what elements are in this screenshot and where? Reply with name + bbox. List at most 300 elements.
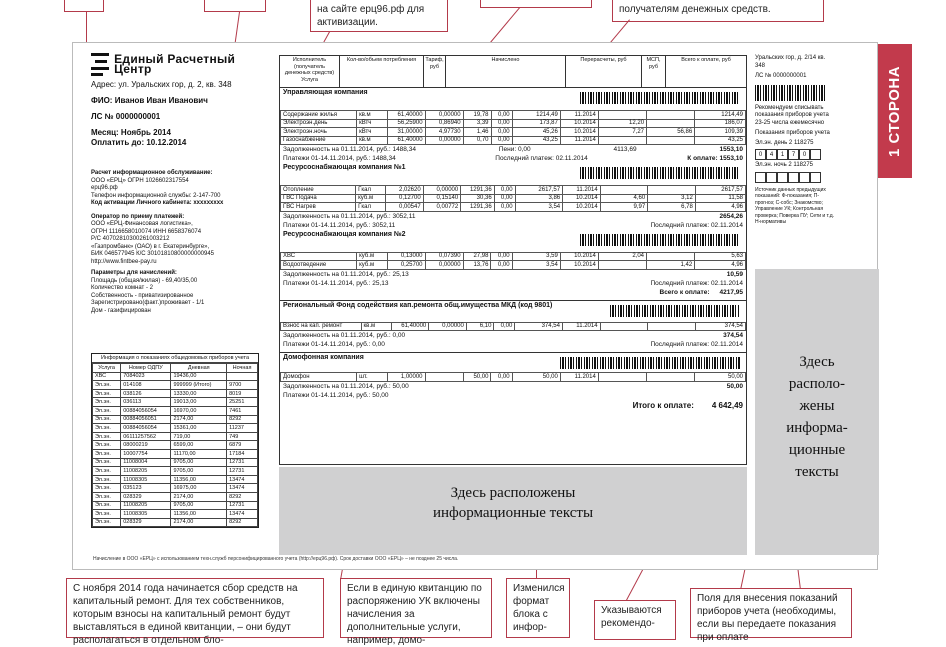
bank: «Газпромбанк» (ОАО) в г. Екатеринбурге»,	[91, 243, 210, 250]
meter-digit[interactable]	[810, 172, 821, 183]
charge-cell: кв.м	[357, 111, 387, 120]
odn-cell: Эл.эн.	[93, 458, 121, 467]
meter-digit[interactable]: 7	[788, 149, 799, 160]
charge-cell: 0,00	[494, 203, 515, 212]
charge-cell: 61,40000	[391, 322, 429, 331]
section-rows	[280, 110, 746, 145]
odn-cell: 2174,00	[171, 518, 227, 527]
charge-cell: Гкал	[356, 186, 386, 195]
odn-row	[93, 372, 258, 381]
charge-cell: 0,00	[494, 194, 515, 203]
odn-cell: 08000219	[121, 441, 171, 450]
charge-cell: 30,36	[461, 194, 494, 203]
charge-cell: 10.2014	[560, 119, 598, 128]
odn-cell: 9705,00	[171, 458, 227, 467]
barcode	[755, 85, 827, 101]
odn-cell: 7461	[227, 406, 258, 415]
odn-cell: 17184	[227, 449, 258, 458]
charge-cell: 0,00	[491, 111, 512, 120]
charge-row	[281, 194, 746, 203]
charge-cell: 4,97730	[425, 128, 463, 137]
charge-cell: Домофон	[281, 373, 357, 382]
odn-row	[93, 492, 258, 501]
odn-cell: Эл.эн.	[93, 449, 121, 458]
odn-row	[93, 449, 258, 458]
odn-cell: 999999 (Итого)	[171, 381, 227, 390]
right-column	[755, 55, 835, 226]
charge-cell: 4,96	[695, 261, 746, 270]
section-rows	[280, 322, 746, 332]
callout-top-left-1	[64, 0, 104, 12]
odn-cell: 719,00	[171, 432, 227, 441]
meter-digit[interactable]: 1	[777, 149, 788, 160]
ownership: Собственность - приватизированное	[91, 292, 194, 299]
charge-cell: 0,00	[494, 186, 515, 195]
callout-top-mid	[480, 0, 592, 8]
charge-row	[281, 203, 746, 212]
charge-cell: 3,54	[515, 203, 563, 212]
charge-cell: 109,39	[695, 128, 746, 137]
meter-night-digits[interactable]	[755, 172, 835, 183]
odn-row	[93, 398, 258, 407]
charge-cell: 11.2014	[563, 186, 601, 195]
odn-row	[93, 424, 258, 433]
section-title: Управляющая компания	[283, 89, 368, 96]
meter-night-label: Эл.эн. ночь 2 118275	[755, 162, 814, 168]
charge-cell	[647, 119, 695, 128]
charge-cell: 0,00	[491, 252, 512, 261]
charge-cell: 56,86	[647, 128, 695, 137]
odn-cell: 11008305	[121, 475, 171, 484]
meter-digit[interactable]	[755, 172, 766, 183]
meter-day-digits[interactable]	[755, 149, 835, 160]
charge-cell: 43,25	[512, 136, 560, 145]
address: Адрес: ул. Уральских гор, д. 2, кв. 348	[91, 80, 232, 89]
charge-cell	[648, 186, 696, 195]
charge-cell: 61,40000	[387, 111, 425, 120]
odn-cell: 25251	[227, 398, 258, 407]
odn-row	[93, 389, 258, 398]
charge-cell: 0,00	[491, 136, 512, 145]
charge-row	[281, 373, 746, 382]
charge-cell: 11.2014	[560, 373, 598, 382]
odn-cell: 8292	[227, 415, 258, 424]
sources-note: Источник данных предыдущих показаний: Ф-показания; П-прогноз; С-собс; Знакомство; Управление УК; Контрольная проверка; Поверка ПУ; Сети и т.д. Н-нормативы	[755, 186, 835, 225]
charge-cell: 11.2014	[560, 136, 598, 145]
odn-cell: 11008205	[121, 501, 171, 510]
charge-cell: кВтч	[357, 128, 387, 137]
section-sum: 4113,69	[613, 146, 637, 153]
debt: Задолженность на 01.11.2014, руб.: 1488,34	[283, 146, 416, 153]
last-payment: Последний платеж: 02.11.2014	[650, 279, 743, 287]
odn-cell: 11356,00	[171, 510, 227, 519]
charge-cell: 2617,57	[515, 186, 563, 195]
section-title: Ресурсоснабжающая компания №2	[283, 230, 406, 238]
charge-cell: кВтч	[357, 119, 387, 128]
odn-cell: 2174,00	[171, 492, 227, 501]
charge-cell: 45,26	[512, 128, 560, 137]
odn-col: Номер ОДПУ	[121, 364, 171, 373]
odn-cell	[227, 372, 258, 381]
charge-cell	[425, 373, 463, 382]
side-tab: 1 СТОРОНА	[878, 44, 912, 178]
odn-cell: Эл.эн.	[93, 389, 121, 398]
odn-cell: 16970,00	[171, 406, 227, 415]
charge-cell: шт.	[357, 373, 387, 382]
right-address: Уральских гор, д. 2/14 кв. 348	[755, 55, 826, 69]
charge-cell: 1291,36	[461, 203, 494, 212]
charge-cell: 11.2014	[562, 322, 600, 331]
charge-cell: 0,07390	[425, 252, 463, 261]
charge-cell: 4,96	[695, 203, 745, 212]
charge-cell: 173,87	[512, 119, 560, 128]
charge-row	[281, 136, 746, 145]
charge-cell: 11,58	[695, 194, 745, 203]
operator-title: Оператор по приему платежей:	[91, 213, 185, 220]
due: К оплате: 1553,10	[687, 155, 743, 162]
charge-cell: 0,00000	[425, 261, 463, 270]
meter-digit[interactable]	[777, 172, 788, 183]
itogo-total: 4 642,49	[711, 400, 743, 410]
callout-activation: на сайте ерц96.рф для активизации.	[310, 0, 448, 32]
odn-cell: 12731	[227, 458, 258, 467]
odn-cell: 7084023	[121, 372, 171, 381]
charge-cell: 0,00	[491, 119, 512, 128]
fio: ФИО: Иванов Иван Иванович	[91, 96, 208, 105]
odn-cell: 00884056054	[121, 406, 171, 415]
web-link[interactable]: http://www.fintbee-pay.ru	[91, 258, 157, 265]
odn-meters-table	[91, 353, 259, 528]
meter-digit[interactable]: 0	[755, 149, 766, 160]
callout-format-changed: Изменился формат блока с инфор-	[506, 578, 570, 638]
charge-cell: 1,46	[463, 128, 491, 137]
odn-row	[93, 518, 258, 527]
charge-cell: 0,70	[463, 136, 491, 145]
odn-cell: 11008004	[121, 458, 171, 467]
charge-cell: 50,00	[463, 373, 491, 382]
odn-cell: 6599,00	[171, 441, 227, 450]
info-service-title: Расчет информационное обслуживание:	[91, 170, 213, 176]
section-total: 374,54	[723, 332, 743, 339]
odn-cell: 19436,00	[171, 372, 227, 381]
charge-cell: куб.м	[356, 194, 386, 203]
callout-meter-fields: Поля для внесения показаний приборов учета (необходимы, если вы передаете показания при оплате	[690, 588, 852, 638]
charge-cell: 12,20	[598, 119, 646, 128]
charge-cell: 4,60	[600, 194, 648, 203]
charge-cell: Гкал	[356, 203, 386, 212]
charge-cell	[598, 261, 646, 270]
charge-cell: 1291,36	[461, 186, 494, 195]
charge-cell: 0,00000	[425, 136, 463, 145]
odn-row	[93, 415, 258, 424]
section-total: 50,00	[726, 382, 743, 390]
odn-cell: Эл.эн.	[93, 501, 121, 510]
right-account: ЛС № 0000000001	[755, 73, 807, 79]
odn-cell: 11008305	[121, 510, 171, 519]
meter-digit[interactable]: 4	[766, 149, 777, 160]
odn-cell: 8019	[227, 389, 258, 398]
odn-cell: 11356,00	[171, 475, 227, 484]
odn-cell: 6879	[227, 441, 258, 450]
recommend: Рекомендуем списывать показания приборов учета 23-25 числа ежемесячно	[755, 104, 829, 126]
debt: Задолженность на 01.11.2014, руб.: 3052,11	[283, 212, 416, 220]
charge-cell: 27,98	[463, 252, 491, 261]
logo-title: Единый Расчетный Центр	[114, 52, 236, 76]
params-title: Параметры для начислений:	[91, 270, 177, 276]
odn-row	[93, 432, 258, 441]
section-rows	[280, 252, 746, 270]
charge-cell	[598, 136, 646, 145]
charge-cell: 56,25900	[387, 119, 425, 128]
odn-cell: 13474	[227, 475, 258, 484]
rooms: Количество комнат - 2	[91, 285, 153, 291]
charge-cell: 19,78	[463, 111, 491, 120]
odn-cell: 8292	[227, 518, 258, 527]
charge-cell: 31,00000	[387, 128, 425, 137]
debt: Задолженность на 01.11.2014, руб.: 50,00	[283, 382, 409, 390]
meter-day-label: Эл.эн. день 2 118275	[755, 139, 814, 146]
odn-cell: 749	[227, 432, 258, 441]
odn-cell: 038126	[121, 389, 171, 398]
charge-cell	[598, 373, 646, 382]
grand-label: Всего к оплате:	[659, 288, 710, 296]
charge-cell: кв.м	[361, 322, 391, 331]
charge-cell: Электроэн.ночь	[281, 128, 357, 137]
meter-digit[interactable]	[766, 172, 777, 183]
odn-col: Услуга	[93, 364, 121, 373]
charge-cell: 0,12700	[386, 194, 424, 203]
last-payment: Последний платеж: 02.11.2014	[495, 155, 588, 162]
charge-cell: 10.2014	[560, 252, 598, 261]
odn-cell: Эл.эн.	[93, 441, 121, 450]
section-rows	[280, 185, 746, 212]
charge-cell: 374,54	[515, 322, 563, 331]
charge-cell: Взнос на кап. ремонт	[281, 322, 362, 331]
grand-total: 4217,95	[719, 288, 743, 296]
footer-note: Начисление в ООО «ЕРЦ» с использованием техн.служб персонифицированного учета (http://ерц96.рф). Срок доставки ООО «ЕРЦ» – не позднее 25 числа.	[93, 556, 459, 562]
area: Площадь (общая/жилая) - 69,40/35,00	[91, 277, 198, 284]
odn-row	[93, 406, 258, 415]
odn-cell: 00884056051	[121, 415, 171, 424]
odn-cell: 15361,00	[171, 424, 227, 433]
charge-cell: 0,00	[491, 373, 512, 382]
odn-cell: 16975,00	[171, 484, 227, 493]
house-type: Дом - газифицирован	[91, 307, 151, 314]
charge-cell: куб.м	[357, 261, 387, 270]
charge-cell: 43,25	[695, 136, 746, 145]
odn-cell: Эл.эн.	[93, 432, 121, 441]
odn-cell: 13474	[227, 484, 258, 493]
charge-cell: 3,86	[515, 194, 563, 203]
section-total: 10,59	[726, 270, 743, 278]
charge-cell	[647, 252, 695, 261]
odn-row	[93, 501, 258, 510]
barcode	[580, 92, 740, 104]
odn-cell: 06111257562	[121, 432, 171, 441]
charge-cell: 0,00	[494, 322, 515, 331]
charge-cell: 5,63	[695, 252, 746, 261]
odn-cell: 11237	[227, 424, 258, 433]
odn-cell: 036113	[121, 398, 171, 407]
receipt-document	[72, 42, 878, 570]
charge-cell: Электроэн.день	[281, 119, 357, 128]
charge-cell: 374,54	[695, 322, 745, 331]
barcode	[610, 305, 740, 317]
odn-cell: 9700	[227, 381, 258, 390]
charge-row	[281, 322, 746, 331]
odn-cell: 00884056054	[121, 424, 171, 433]
charge-row	[281, 119, 746, 128]
charge-cell	[648, 322, 696, 331]
odn-cell: 014108	[121, 381, 171, 390]
charges-header: Исполнитель (получатель денежных средств) Услуга Кол-во/объем потребления Тариф, руб Начислено Перерасчеты, руб МСП, руб Всего к оплате, руб	[280, 56, 746, 88]
odn-cell: 028329	[121, 492, 171, 501]
ogrn: ОГРН 1116658010074 ИНН 6658376074	[91, 228, 202, 235]
charge-cell: 9,97	[600, 203, 648, 212]
debt: Задолженность на 01.11.2014, руб.: 0,00	[283, 332, 406, 339]
charge-cell: 10.2014	[560, 261, 598, 270]
logo	[91, 51, 269, 77]
payments: Платежи 01-14.11.2014, руб.: 3052,11	[283, 221, 396, 229]
barcode	[580, 167, 740, 179]
section-title: Региональный Фонд содействия кап.ремонта общ.имущества МКД (код 9801)	[283, 301, 553, 309]
charge-cell: 0,15140	[423, 194, 461, 203]
odn-cell: 12731	[227, 467, 258, 476]
payments: Платежи 01-14.11.2014, руб.: 25,13	[283, 279, 389, 287]
activation-code: Код активации Личного кабинета: xxxxxxxxx	[91, 200, 224, 206]
billing-month: Месяц: Ноябрь 2014	[91, 128, 171, 137]
odn-cell: 10007754	[121, 449, 171, 458]
charge-cell: 3,54	[512, 261, 560, 270]
odn-cell: Эл.эн.	[93, 415, 121, 424]
charge-cell: 6,78	[648, 203, 696, 212]
odn-cell: 11008205	[121, 467, 171, 476]
charge-cell: ГВС Подача	[281, 194, 356, 203]
odn-col: Ночная	[227, 364, 258, 373]
charge-cell: Водоотведение	[281, 261, 357, 270]
callout-top-left-2	[204, 0, 266, 12]
charge-cell: 50,00	[512, 373, 560, 382]
operator: ООО «ЕРЦ-Финансовая логистика»,	[91, 221, 193, 227]
charge-cell	[647, 373, 695, 382]
meter-digit[interactable]: 0	[799, 149, 810, 160]
charge-cell: 11.2014	[560, 111, 598, 120]
meters-title: Показания приборов учета	[755, 130, 830, 136]
section-total: 2654,26	[719, 212, 743, 220]
callout-capital-repair: С ноября 2014 года начинается сбор средств на капитальный ремонт. Для тех собственников, которым взносы на капитальный ремонт будут выставляться в единой квитанции, – они будут располагаться в отдельном бло-	[66, 578, 324, 638]
charge-cell	[600, 322, 648, 331]
charge-cell: 1,00000	[387, 373, 425, 382]
site-link[interactable]: ерц96.рф	[91, 185, 118, 191]
charge-cell: 0,25700	[387, 261, 425, 270]
charge-cell: 10.2014	[563, 203, 601, 212]
odn-cell: ХВС	[93, 372, 121, 381]
callout-payment-agents: получателям денежных средств.	[612, 0, 824, 22]
charge-cell: 1214,49	[512, 111, 560, 120]
info-texts-placeholder: Здесь расположены информационные тексты	[279, 467, 747, 555]
charge-cell: 10.2014	[563, 194, 601, 203]
odn-cell: Эл.эн.	[93, 510, 121, 519]
meter-digit[interactable]	[810, 149, 821, 160]
payments: Платежи 01-14.11.2014, руб.: 0,00	[283, 341, 385, 348]
odn-cell: 9705,00	[171, 467, 227, 476]
odn-cell: 028329	[121, 518, 171, 527]
charge-cell: куб.м	[357, 252, 387, 261]
charges-table	[279, 55, 747, 465]
charge-cell: 0,00	[491, 128, 512, 137]
callout-recommended: Указываются рекомендо-	[594, 600, 676, 640]
charge-cell: 0,00000	[423, 186, 461, 195]
info-service: ООО «ЕРЦ» ОГРН 1026602317554	[91, 177, 189, 184]
debt: Задолженность на 01.11.2014, руб.: 25,13	[283, 270, 409, 278]
charge-cell	[600, 186, 648, 195]
barcode	[580, 234, 740, 246]
odn-cell: 13330,00	[171, 389, 227, 398]
charge-cell: 3,59	[512, 252, 560, 261]
odn-cell: 19013,00	[171, 398, 227, 407]
last-payment: Последний платеж: 02.11.2014	[650, 221, 743, 229]
odn-row	[93, 475, 258, 484]
charge-cell: 0,13000	[387, 252, 425, 261]
charge-cell: 0,00000	[429, 322, 467, 331]
left-column	[91, 49, 269, 315]
odn-cell: Эл.эн.	[93, 406, 121, 415]
fine: Пени: 0,00	[498, 146, 531, 153]
charge-cell: 2617,57	[695, 186, 745, 195]
charge-cell: Газоснабжение	[281, 136, 357, 145]
account-number: ЛС № 0000000001	[91, 112, 161, 121]
charge-row	[281, 261, 746, 270]
odn-row	[93, 484, 258, 493]
charge-cell: ХВС	[281, 252, 357, 261]
pay-till: Оплатить до: 10.12.2014	[91, 138, 187, 147]
odn-cell: 2174,00	[171, 415, 227, 424]
charge-row	[281, 252, 746, 261]
odn-row	[93, 381, 258, 390]
odn-cell: 9705,00	[171, 501, 227, 510]
odn-cell: 11170,00	[171, 449, 227, 458]
meter-digit[interactable]	[799, 172, 810, 183]
odn-cell: 13474	[227, 510, 258, 519]
charge-cell: Содержание жилья	[281, 111, 357, 120]
charge-cell: 2,02620	[386, 186, 424, 195]
charge-cell: Отопление	[281, 186, 356, 195]
odn-cell: 8292	[227, 492, 258, 501]
payments: Платежи 01-14.11.2014, руб.: 1488,34	[283, 155, 396, 162]
charge-cell: 3,12	[648, 194, 696, 203]
settlement-account: Р/С 40702810300261003212	[91, 236, 170, 242]
odn-cell: Эл.эн.	[93, 484, 121, 493]
registered: Зарегистрировано(факт.)проживает - 1/1	[91, 300, 205, 306]
odn-cell: 12731	[227, 501, 258, 510]
odn-cell: Эл.эн.	[93, 467, 121, 476]
odn-cell: Эл.эн.	[93, 398, 121, 407]
last-payment: Последний платеж: 02.11.2014	[650, 341, 743, 348]
section-title: Домофонная компания	[283, 354, 364, 361]
charge-cell: 0,00000	[425, 111, 463, 120]
meter-digit[interactable]	[788, 172, 799, 183]
charge-row	[281, 186, 746, 195]
charge-cell: 10.2014	[560, 128, 598, 137]
charge-cell	[647, 136, 695, 145]
erc-logo-icon	[91, 51, 110, 77]
section-rows	[280, 372, 746, 382]
odn-cell: Эл.эн.	[93, 381, 121, 390]
charge-cell: 50,00	[695, 373, 746, 382]
odn-cell: Эл.эн.	[93, 424, 121, 433]
charge-cell	[598, 111, 646, 120]
odn-cell: Эл.эн.	[93, 492, 121, 501]
